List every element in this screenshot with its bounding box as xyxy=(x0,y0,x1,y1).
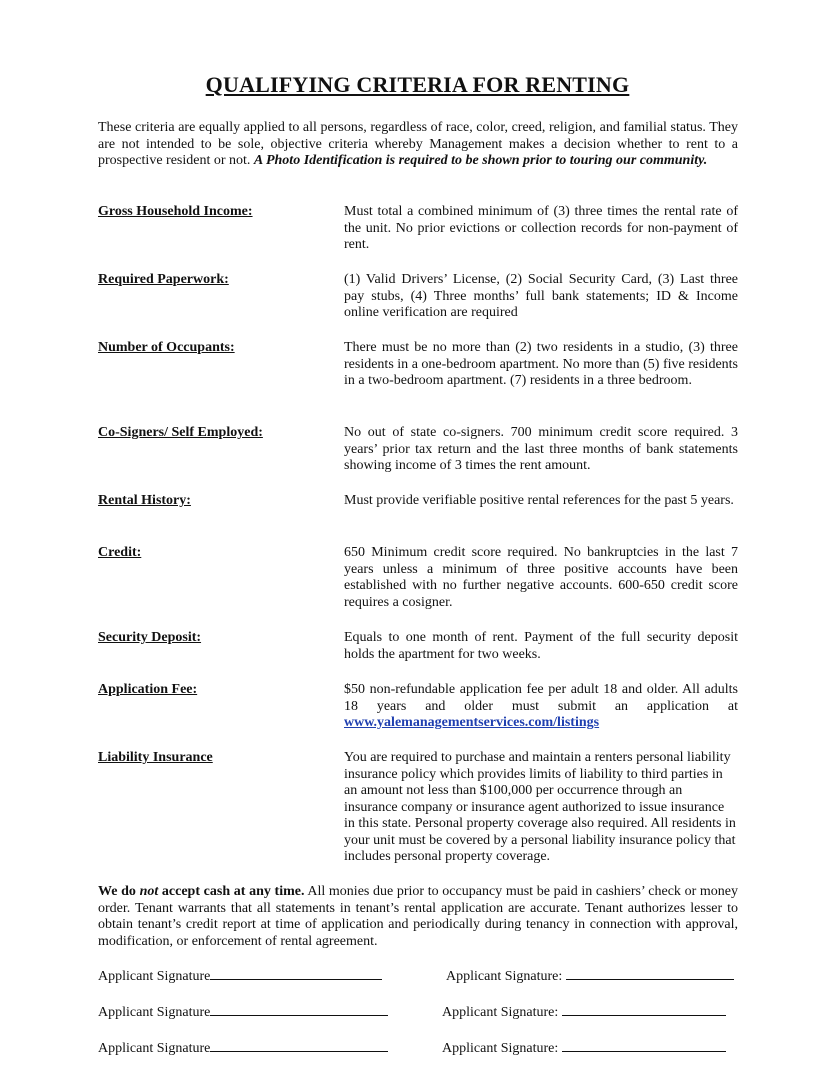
photo-id-notice: A Photo Identification is required to be shown prior to touring our community. xyxy=(253,153,708,168)
applicant-signature-left-1[interactable] xyxy=(98,967,382,985)
criteria-text: 650 Minimum credit score required. No bankruptcies in the last 7 years unless a minimum of three positive accounts have been established with no further negative accounts. 600-650 credit score requires a cosigner. xyxy=(344,545,738,610)
intro-text: These criteria are equally applied to all persons, regardless of race, color, creed, religion, and familial status. They are not intended to be sole, objective criteria whereby Management makes a decision whether to rent to a prospective resident or not. xyxy=(98,120,738,168)
criteria-label: Credit: xyxy=(98,545,142,560)
page-title: QUALIFYING CRITERIA FOR RENTING xyxy=(205,72,630,97)
no-cash-part: accept cash at any time. xyxy=(158,884,305,899)
criteria-label: Rental History: xyxy=(98,493,191,508)
criteria-text: You are required to purchase and maintain a renters personal liability insurance policy which provides limits of liability to third parties in an amount not less than $100,000 per occurrence through an insurance company or insurance agent authorized to issue insurance in this state. Personal property coverage also required. All residents in your unit must be covered by a personal liability insurance policy that includes personal property coverage. xyxy=(344,750,736,864)
criteria-label: Liability Insurance xyxy=(98,750,213,765)
criteria-label: Security Deposit: xyxy=(98,630,202,645)
signature-line[interactable] xyxy=(210,1003,388,1016)
signature-line[interactable] xyxy=(210,967,382,980)
criteria-text: Must provide verifiable positive rental references for the past 5 years. xyxy=(344,493,734,508)
signature-label: Applicant Signature: xyxy=(446,969,563,984)
signature-label: Applicant Signature xyxy=(98,1041,211,1056)
applicant-signature-right-3[interactable] xyxy=(442,1039,726,1057)
criteria-text: Must total a combined minimum of (3) three times the rental rate of the unit. No prior evictions or collection records for non-payment of rent. xyxy=(344,204,738,252)
criteria-label: Co-Signers/ Self Employed: xyxy=(98,425,263,440)
signature-label: Applicant Signature xyxy=(98,969,211,984)
intro-paragraph xyxy=(98,120,738,170)
listings-link[interactable]: www.yalemanagementservices.com/listings xyxy=(344,715,600,730)
applicant-signature-right-2[interactable] xyxy=(442,1003,726,1021)
criteria-label: Application Fee: xyxy=(98,682,198,697)
criteria-label: Gross Household Income: xyxy=(98,204,253,219)
criteria-text xyxy=(344,682,738,732)
application-fee-text: $50 non-refundable application fee per adult 18 and older. All adults 18 years and older must submit an application at xyxy=(344,682,738,714)
signature-label: Applicant Signature: xyxy=(442,1005,559,1020)
closing-paragraph xyxy=(98,884,738,950)
signature-line[interactable] xyxy=(566,967,734,980)
applicant-signature-left-3[interactable] xyxy=(98,1039,388,1057)
criteria-text: There must be no more than (2) two residents in a studio, (3) three residents in a one-bedroom apartment. No more than (5) five residents in a two-bedroom apartment. (7) residents in a three bedroom. xyxy=(344,340,738,388)
criteria-text: Equals to one month of rent. Payment of the full security deposit holds the apartment for two weeks. xyxy=(344,630,738,662)
applicant-signature-left-2[interactable] xyxy=(98,1003,388,1021)
criteria-text: No out of state co-signers. 700 minimum credit score required. 3 years’ prior tax return and the last three months of bank statements showing income of 3 times the rent amount. xyxy=(344,425,738,473)
criteria-text: (1) Valid Drivers’ License, (2) Social Security Card, (3) Last three pay stubs, (4) Three months’ full bank statements; ID & Income online verification are required xyxy=(344,272,738,320)
no-cash-notice xyxy=(98,884,304,899)
no-cash-emphasis: not xyxy=(139,884,159,899)
criteria-label: Number of Occupants: xyxy=(98,340,235,355)
signature-line[interactable] xyxy=(562,1039,726,1052)
signature-line[interactable] xyxy=(210,1039,388,1052)
signature-label: Applicant Signature: xyxy=(442,1041,559,1056)
applicant-signature-right-1[interactable] xyxy=(446,967,734,985)
signature-line[interactable] xyxy=(562,1003,726,1016)
criteria-label: Required Paperwork: xyxy=(98,272,229,287)
no-cash-part: We do xyxy=(98,884,140,899)
signature-label: Applicant Signature xyxy=(98,1005,211,1020)
closing-text: All monies due prior to occupancy must be paid in cashiers’ check or money order. Tenant warrants that all statements in tenant’s rental application are accurate. Tenant authorizes lesser to obtain tenant’s credit report at time of application and periodically during tenancy in connection with approval, modification, or enforcement of rental agreement. xyxy=(98,884,738,949)
